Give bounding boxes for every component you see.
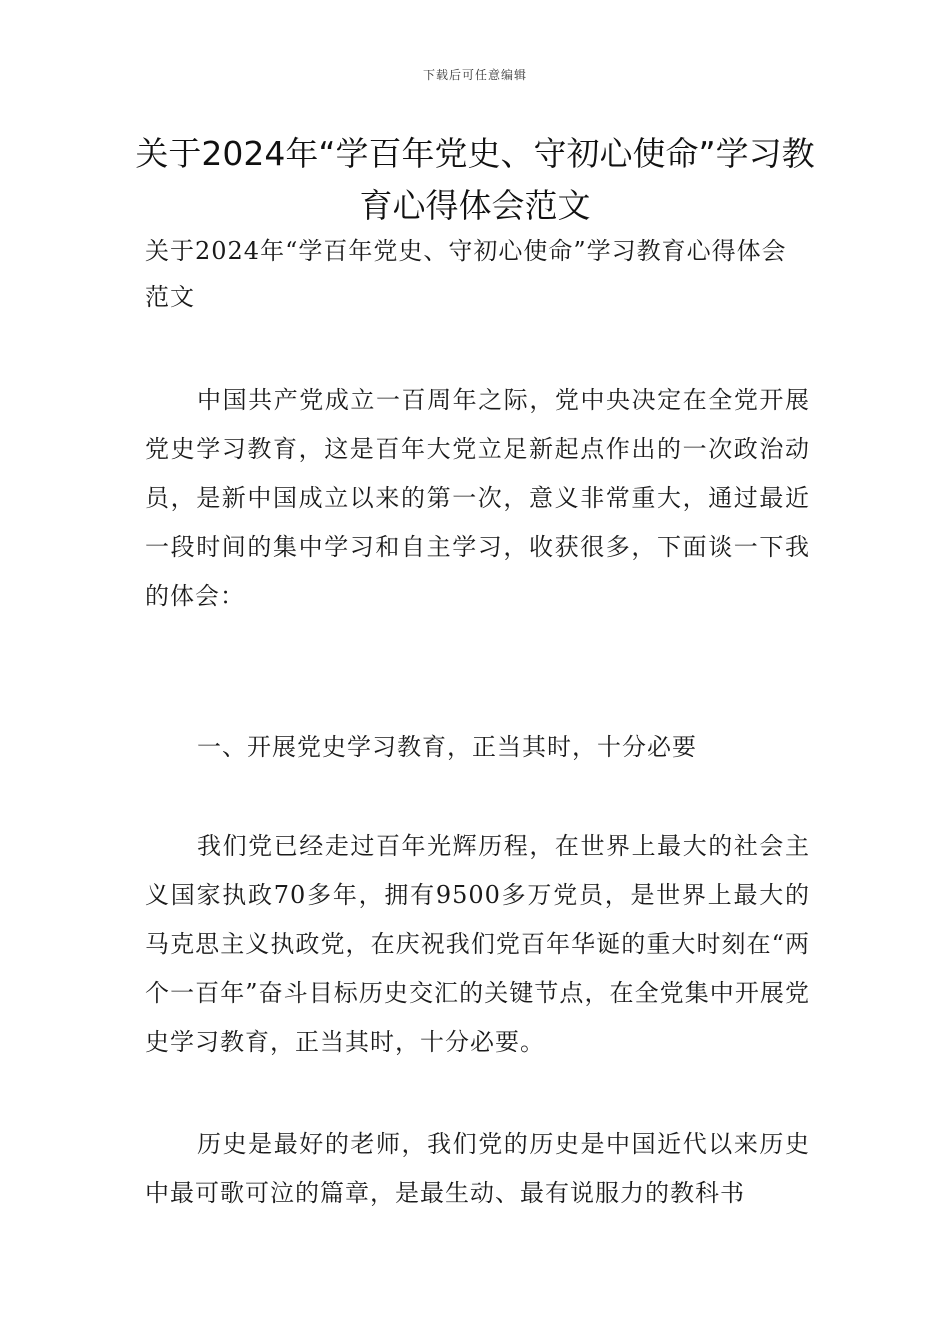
document-title: 关于2024年“学百年党史、守初心使命”学习教育心得体会范文	[135, 134, 815, 225]
header-note: 下载后可任意编辑	[422, 68, 527, 82]
section-one-paragraph-2: 历史是最好的老师，我们党的历史是中国近代以来历史中最可歌可泣的篇章，是最生动、最有说服力的教科书	[145, 1130, 810, 1207]
section-heading-one: 一、开展党史学习教育，正当其时，十分必要	[197, 733, 697, 761]
intro-paragraph: 中国共产党成立一百周年之际，党中央决定在全党开展党史学习教育，这是百年大党立足新起点作出的一次政治动员，是新中国成立以来的第一次，意义非常重大，通过最近一段时间的集中学习和自主学习，收获很多，下面谈一下我的体会：	[145, 386, 810, 610]
section-one-paragraph: 我们党已经走过百年光辉历程，在世界上最大的社会主义国家执政70多年，拥有9500多万党员，是世界上最大的马克思主义执政党，在庆祝我们党百年华诞的重大时刻在“两个一百年”奋斗目标历史交汇的关键节点，在全党集中开展党史学习教育，正当其时，十分必要。	[145, 832, 810, 1056]
document-subtitle: 关于2024年“学百年党史、守初心使命”学习教育心得体会范文	[145, 237, 787, 311]
